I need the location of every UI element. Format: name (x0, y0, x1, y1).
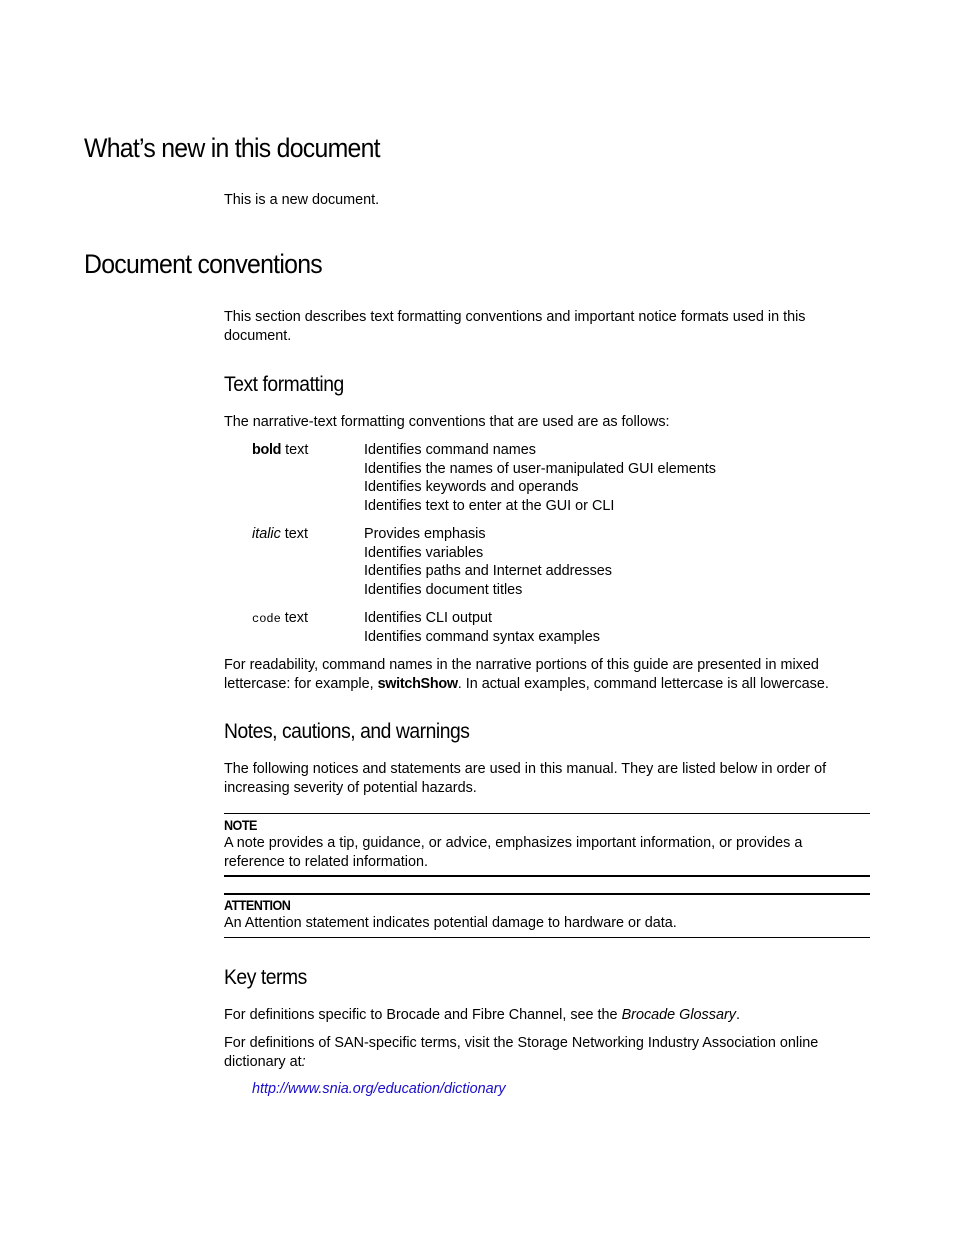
convention-term-italic (252, 525, 308, 544)
convention-term-code (252, 609, 308, 629)
heading-document-conventions: Document conventions (84, 249, 322, 279)
description-line: Identifies text to enter at the GUI or CLI (364, 498, 615, 515)
readability-pre: For readability, command names in the narrative portions of this guide are presented in mixed lettercase: for example, (224, 657, 819, 692)
note-bottom-rule (224, 875, 870, 877)
heading-text-formatting: Text formatting (224, 373, 344, 396)
notices-intro: The following notices and statements are used in this manual. They are listed below in order of increasing severity of potential hazards. (224, 761, 827, 796)
attention-label: ATTENTION (224, 897, 291, 913)
key-terms-line1-pre: For definitions specific to Brocade and Fibre Channel, see the (224, 1007, 622, 1023)
whats-new-body: This is a new document. (224, 192, 380, 208)
description-line: Identifies command syntax examples (364, 628, 600, 645)
key-terms-line1-post: . (735, 1007, 740, 1023)
key-terms-line2-text: For definitions of SAN-specific terms, visit the Storage Networking Industry Association online dictionary at (224, 1035, 819, 1070)
readability-post: . In actual examples, command lettercase is all lowercase. (457, 676, 829, 692)
key-terms-line1 (224, 1006, 854, 1025)
attention-top-rule (224, 893, 870, 895)
key-terms-line2-colon: : (301, 1054, 306, 1070)
term-rest: text (281, 442, 309, 458)
heading-whats-new: What’s new in this document (84, 133, 380, 163)
heading-key-terms: Key terms (224, 966, 307, 989)
description-line: Provides emphasis (364, 526, 486, 542)
snia-dictionary-link[interactable]: http://www.snia.org/education/dictionary (252, 1081, 506, 1097)
brocade-glossary-title: Brocade Glossary (621, 1007, 736, 1023)
term-styled: italic (252, 526, 281, 542)
description-line: Identifies document titles (364, 582, 523, 599)
term-styled: code (252, 612, 281, 626)
note-label: NOTE (224, 817, 257, 833)
term-rest: text (280, 526, 308, 542)
attention-text: An Attention statement indicates potential damage to hardware or data. (224, 915, 677, 931)
description-line: Identifies paths and Internet addresses (364, 563, 612, 580)
description-line: Identifies CLI output (364, 610, 492, 626)
term-rest: text (280, 610, 309, 626)
description-line: Identifies keywords and operands (364, 479, 579, 496)
readability-paragraph (224, 656, 864, 694)
description-line: Identifies the names of user-manipulated GUI elements (364, 460, 716, 477)
note-text: A note provides a tip, guidance, or advice, emphasizes important information, or provides a reference to related information. (224, 835, 803, 870)
key-terms-line2 (224, 1034, 864, 1072)
heading-notices: Notes, cautions, and warnings (224, 720, 470, 743)
description-line: Identifies command names (364, 442, 536, 458)
convention-desc-code (364, 609, 600, 646)
term-styled: bold (252, 442, 282, 458)
convention-term-bold (252, 441, 308, 460)
note-top-rule (224, 813, 870, 814)
conventions-intro: This section describes text formatting conventions and important notice formats used in this document. (224, 309, 806, 344)
attention-bottom-rule (224, 937, 870, 938)
convention-desc-italic (364, 525, 612, 600)
convention-desc-bold (364, 441, 716, 516)
text-formatting-intro: The narrative-text formatting conventions that are used are as follows: (224, 414, 670, 430)
readability-command: switchShow (377, 676, 458, 692)
description-line: Identifies variables (364, 544, 484, 561)
